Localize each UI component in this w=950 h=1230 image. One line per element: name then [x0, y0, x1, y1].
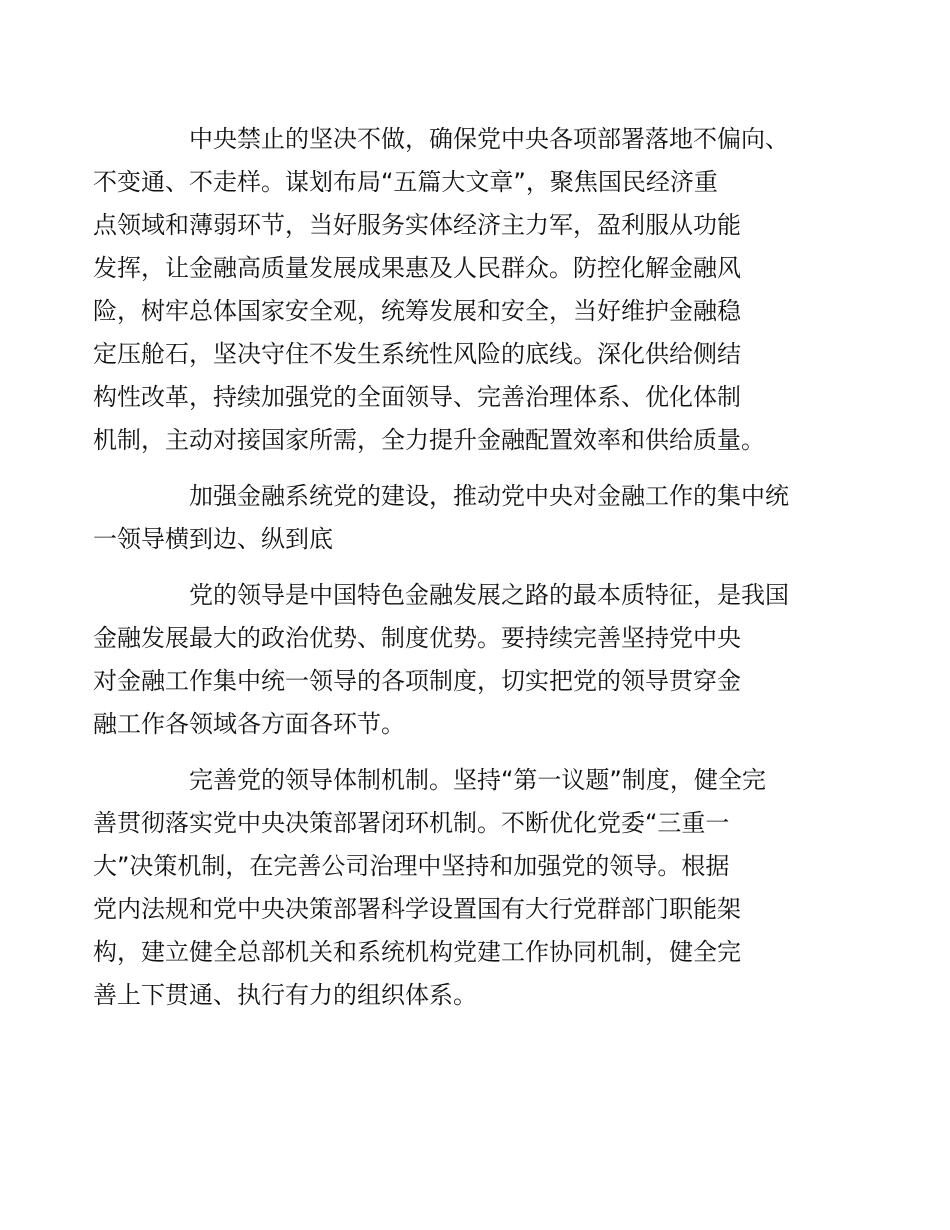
text-line: 对金融工作集中统一领导的各项制度，切实把党的领导贯穿金 [93, 667, 741, 695]
document-body [93, 118, 831, 1030]
text-line: 党内法规和党中央决策部署科学设置国有大行党群部门职能架 [93, 895, 741, 923]
text-line: 大”决策机制，在完善公司治理中坚持和加强党的领导。根据 [93, 852, 730, 880]
text-line: 定压舱石，坚决守住不发生系统性风险的底线。深化供给侧结 [93, 340, 741, 368]
text-line: 构，建立健全总部机关和系统机构党建工作协同机制，健全完 [93, 938, 741, 966]
paragraph-2-heading [93, 475, 831, 561]
text-line: 金融发展最大的政治优势、制度优势。要持续完善坚持党中央 [93, 624, 741, 652]
text-line: 险，树牢总体国家安全观，统筹发展和安全，当好维护金融稳 [93, 297, 741, 325]
text-line: 善贯彻落实党中央决策部署闭环机制。不断优化党委“三重一 [93, 809, 730, 837]
text-line: 一领导横到边、纵到底 [93, 525, 333, 553]
text-line: 发挥，让金融高质量发展成果惠及人民群众。防控化解金融风 [93, 254, 741, 282]
text-line: 融工作各领域各方面各环节。 [93, 710, 405, 738]
text-line: 完善党的领导体制机制。坚持“第一议题”制度，健全完 [189, 766, 766, 794]
paragraph-3 [93, 574, 831, 746]
text-line: 机制，主动对接国家所需，全力提升金融配置效率和供给质量。 [93, 426, 765, 454]
text-line: 点领域和薄弱环节，当好服务实体经济主力军，盈利服从功能 [93, 211, 741, 239]
text-line: 构性改革，持续加强党的全面领导、完善治理体系、优化体制 [93, 383, 741, 411]
text-line: 加强金融系统党的建设，推动党中央对金融工作的集中统 [189, 482, 789, 510]
text-line: 善上下贯通、执行有力的组织体系。 [93, 981, 477, 1009]
paragraph-4 [93, 759, 831, 1017]
text-line: 党的领导是中国特色金融发展之路的最本质特征，是我国 [189, 581, 789, 609]
paragraph-1 [93, 118, 831, 462]
text-line: 不变通、不走样。谋划布局“五篇大文章”，聚焦国民经济重 [93, 168, 718, 196]
text-line: 中央禁止的坚决不做，确保党中央各项部署落地不偏向、 [189, 125, 789, 153]
